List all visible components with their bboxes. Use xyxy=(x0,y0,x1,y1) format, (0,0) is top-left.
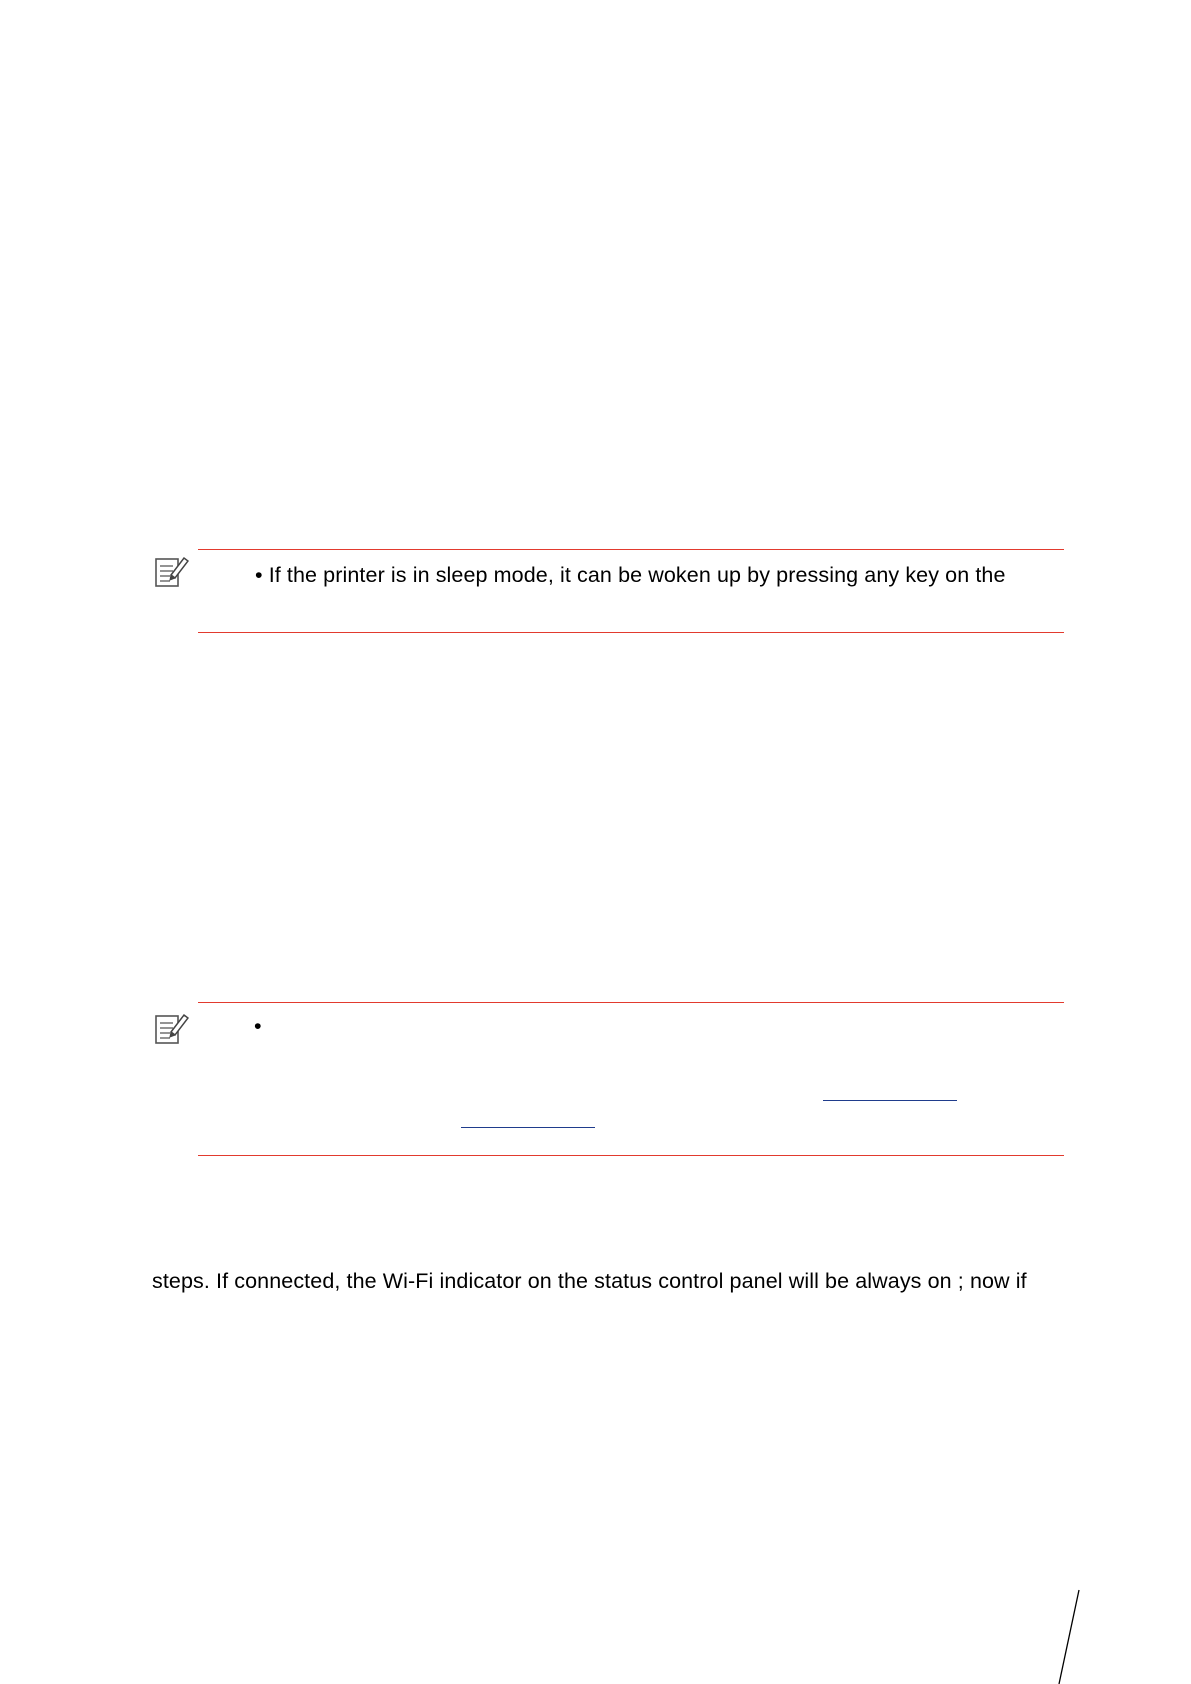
note2-bullet: • xyxy=(254,1014,262,1038)
note1-text: • If the printer is in sleep mode, it can be woken up by pressing any key on the xyxy=(255,563,1006,587)
body-paragraph-line: steps. If connected, the Wi-Fi indicator on the status control panel will be always on ; now if xyxy=(152,1269,1027,1293)
